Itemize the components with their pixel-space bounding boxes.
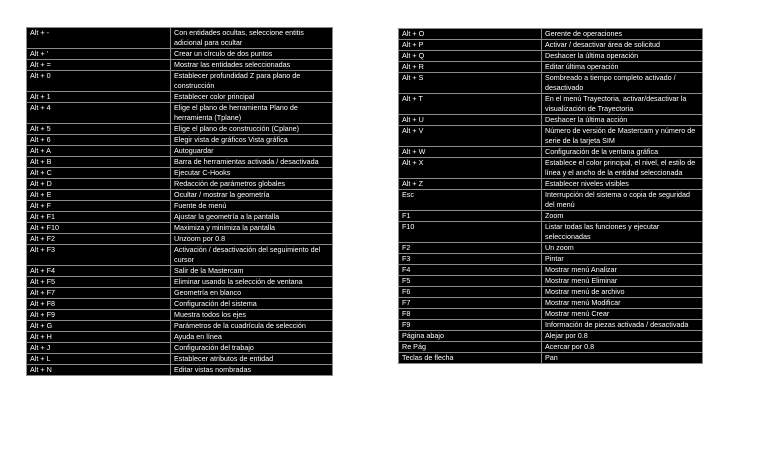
shortcut-description: Establecer profundidad Z para plano de construcción [171,71,333,92]
shortcut-key: Alt + O [399,29,542,40]
shortcut-description: Un zoom [542,243,703,254]
shortcut-table-left [26,27,333,376]
shortcut-description: Pan [542,353,703,364]
shortcut-description: Configuración de la ventana gráfica [542,147,703,158]
table-row [27,288,333,299]
table-row [399,265,703,276]
shortcut-key: F6 [399,287,542,298]
shortcut-description: Unzoom por 0.8 [171,234,333,245]
table-row [27,168,333,179]
table-row [399,179,703,190]
shortcut-key: F2 [399,243,542,254]
shortcut-key: Alt + E [27,190,171,201]
shortcut-key: Alt + J [27,343,171,354]
table-row [27,277,333,288]
shortcut-key: Alt + Q [399,51,542,62]
shortcut-key: Alt + N [27,365,171,376]
shortcut-description: Mostrar menú Modificar [542,298,703,309]
shortcut-key: Alt + C [27,168,171,179]
table-row [399,254,703,265]
shortcut-table-right-body [399,29,703,364]
shortcut-description: Con entidades ocultas, seleccione entitis adicional para ocultar [171,28,333,49]
shortcut-key: Alt + - [27,28,171,49]
shortcut-description: En el menú Trayectoria, activar/desactivar la visualización de Trayectoria [542,94,703,115]
table-row [399,126,703,147]
shortcut-description: Elige el plano de herramienta Plano de herramienta (Tplane) [171,103,333,124]
shortcut-table-right [398,28,703,364]
shortcut-key: Alt + A [27,146,171,157]
shortcut-key: Alt + D [27,179,171,190]
shortcut-key: Alt + 0 [27,71,171,92]
shortcut-key: Alt + 4 [27,103,171,124]
table-row [399,342,703,353]
shortcut-description: Mostrar las entidades seleccionadas [171,60,333,71]
shortcut-key: Alt + P [399,40,542,51]
table-row [399,94,703,115]
shortcut-description: Editar vistas nombradas [171,365,333,376]
shortcut-key: Alt + F3 [27,245,171,266]
shortcut-description: Ayuda en línea [171,332,333,343]
shortcut-key: Esc [399,190,542,211]
table-row [399,320,703,331]
shortcut-description: Ejecutar C-Hooks [171,168,333,179]
shortcut-key: Alt + F [27,201,171,212]
shortcut-key: Alt + Z [399,179,542,190]
shortcut-description: Establecer niveles visibles [542,179,703,190]
table-row [399,331,703,342]
shortcut-description: Mostrar menú Crear [542,309,703,320]
shortcut-description: Activar / desactivar área de solicitud [542,40,703,51]
shortcut-description: Configuración del trabajo [171,343,333,354]
table-row [399,222,703,243]
table-row [399,211,703,222]
shortcut-key: Alt + G [27,321,171,332]
shortcut-description: Geometría en blanco [171,288,333,299]
table-row [27,92,333,103]
shortcut-key: Alt + U [399,115,542,126]
shortcut-description: Listar todas las funciones y ejecutar seleccionadas [542,222,703,243]
table-row [399,40,703,51]
table-row [399,147,703,158]
shortcut-key: Alt + F8 [27,299,171,310]
shortcut-description: Crear un círculo de dos puntos [171,49,333,60]
shortcut-key: Alt + T [399,94,542,115]
table-row [399,353,703,364]
shortcut-key: F3 [399,254,542,265]
shortcut-key: Alt + F9 [27,310,171,321]
table-row [399,287,703,298]
shortcut-description: Parámetros de la cuadrícula de selección [171,321,333,332]
table-row [27,365,333,376]
shortcut-description: Elegir vista de gráficos Vista gráfica [171,135,333,146]
shortcut-description: Establecer atributos de entidad [171,354,333,365]
shortcut-description: Mostrar menú Analizar [542,265,703,276]
shortcut-description: Configuración del sistema [171,299,333,310]
table-row [27,135,333,146]
table-row [27,343,333,354]
shortcut-description: Pintar [542,254,703,265]
table-row [27,179,333,190]
shortcut-description: Autoguardar [171,146,333,157]
shortcut-key: F10 [399,222,542,243]
shortcut-key: F7 [399,298,542,309]
shortcut-description: Establecer color principal [171,92,333,103]
table-row [27,103,333,124]
shortcut-key: Alt + V [399,126,542,147]
table-row [399,298,703,309]
table-row [27,71,333,92]
table-row [27,321,333,332]
shortcut-description: Alejar por 0.8 [542,331,703,342]
table-row [399,276,703,287]
shortcut-key: Alt + ' [27,49,171,60]
table-row [399,309,703,320]
table-row [27,146,333,157]
shortcut-key: Alt + 5 [27,124,171,135]
shortcut-description: Fuente de menú [171,201,333,212]
table-row [27,299,333,310]
table-row [27,60,333,71]
table-row [27,223,333,234]
table-row [27,332,333,343]
shortcut-key: F9 [399,320,542,331]
shortcut-description: Deshacer la última acción [542,115,703,126]
shortcut-description: Deshacer la última operación [542,51,703,62]
shortcut-description: Zoom [542,211,703,222]
shortcut-key: Re Pág [399,342,542,353]
shortcut-description: Editar última operación [542,62,703,73]
table-row [399,62,703,73]
shortcut-description: Salir de la Mastercam [171,266,333,277]
table-row [399,73,703,94]
table-row [27,190,333,201]
shortcut-key: Alt + F4 [27,266,171,277]
shortcut-description: Mostrar menú Eliminar [542,276,703,287]
shortcut-description: Elige el plano de construcción (Cplane) [171,124,333,135]
table-row [27,28,333,49]
table-row [399,190,703,211]
shortcut-key: Alt + X [399,158,542,179]
shortcut-description: Interrupción del sistema o copia de seguridad del menú [542,190,703,211]
table-row [27,212,333,223]
shortcut-description: Ocultar / mostrar la geometría [171,190,333,201]
shortcut-key: Alt + H [27,332,171,343]
shortcut-key: F1 [399,211,542,222]
shortcut-description: Maximiza y minimiza la pantalla [171,223,333,234]
shortcut-description: Sombreado a tiempo completo activado / desactivado [542,73,703,94]
table-row [27,354,333,365]
table-row [399,243,703,254]
table-row [27,266,333,277]
table-row [27,157,333,168]
table-row [27,310,333,321]
shortcut-key: F4 [399,265,542,276]
shortcut-description: Mostrar menú de archivo [542,287,703,298]
shortcut-key: F5 [399,276,542,287]
table-row [399,29,703,40]
shortcut-description: Muestra todos los ejes [171,310,333,321]
shortcut-description: Redacción de parámetros globales [171,179,333,190]
table-row [27,234,333,245]
shortcut-description: Acercar por 0.8 [542,342,703,353]
shortcut-description: Establece el color principal, el nivel, el estilo de línea y el ancho de la entidad seleccionada [542,158,703,179]
shortcut-description: Eliminar usando la selección de ventana [171,277,333,288]
shortcut-key: Alt + F5 [27,277,171,288]
shortcut-description: Información de piezas activada / desactivada [542,320,703,331]
shortcut-description: Activación / desactivación del seguimiento del cursor [171,245,333,266]
table-row [399,115,703,126]
shortcut-key: Alt + 6 [27,135,171,146]
shortcut-table-left-body [27,28,333,376]
shortcut-key: Alt + F10 [27,223,171,234]
shortcut-description: Número de versión de Mastercam y número de serie de la tarjeta SIM [542,126,703,147]
shortcut-key: Alt + L [27,354,171,365]
table-row [27,201,333,212]
shortcut-key: Alt + F2 [27,234,171,245]
shortcut-key: Alt + 1 [27,92,171,103]
shortcut-key: Teclas de flecha [399,353,542,364]
shortcut-key: Alt + W [399,147,542,158]
shortcut-key: Página abajo [399,331,542,342]
shortcut-key: Alt + S [399,73,542,94]
shortcut-key: Alt + = [27,60,171,71]
shortcut-description: Gerente de operaciones [542,29,703,40]
table-row [27,49,333,60]
table-row [27,124,333,135]
table-row [399,51,703,62]
shortcut-description: Barra de herramientas activada / desactivada [171,157,333,168]
shortcut-key: Alt + B [27,157,171,168]
shortcut-key: Alt + F1 [27,212,171,223]
table-row [27,245,333,266]
shortcut-key: F8 [399,309,542,320]
shortcut-key: Alt + R [399,62,542,73]
shortcut-description: Ajustar la geometría a la pantalla [171,212,333,223]
table-row [399,158,703,179]
shortcut-key: Alt + F7 [27,288,171,299]
